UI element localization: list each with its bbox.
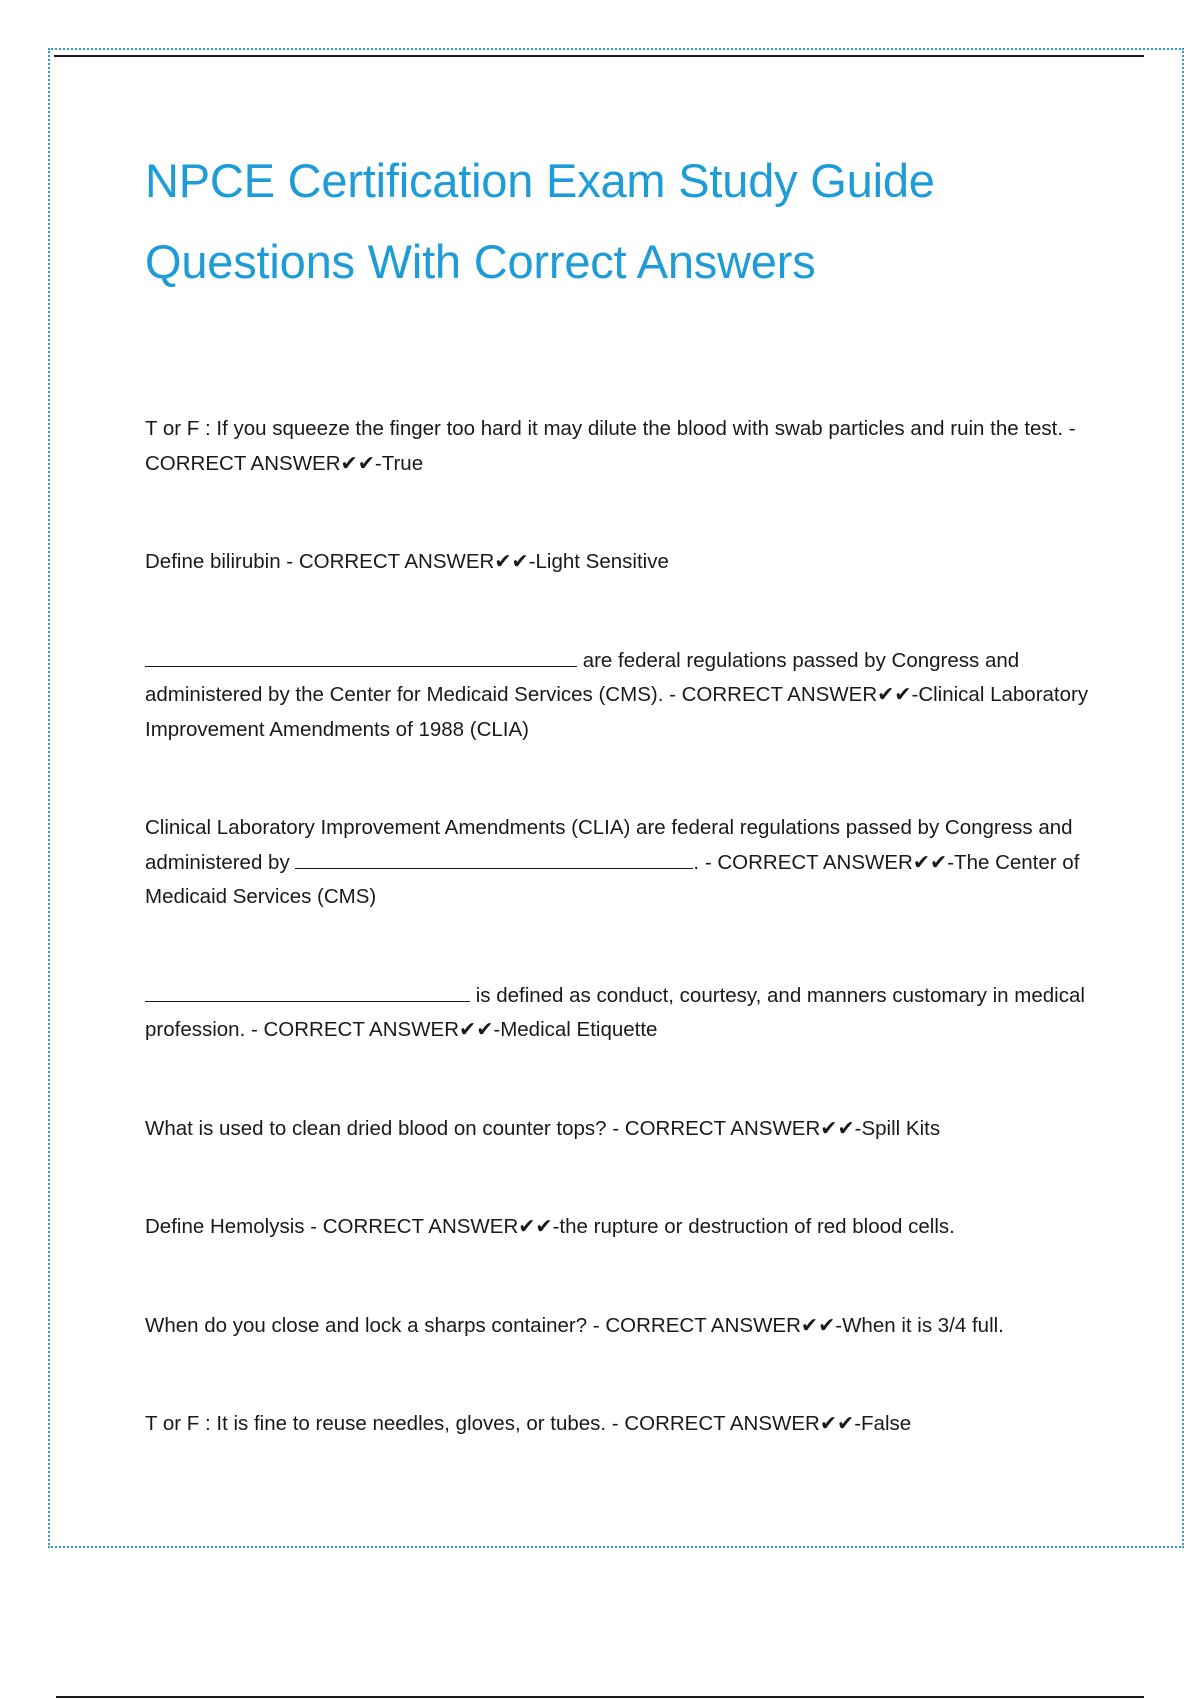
qa-item: T or F : If you squeeze the finger too hard it may dilute the blood with swab particles and ruin the test. - CORRECT ANSWER✔✔-True bbox=[145, 417, 1076, 475]
qa-list bbox=[145, 412, 1095, 1442]
qa-item: When do you close and lock a sharps container? - CORRECT ANSWER✔✔-When it is 3/4 full. bbox=[145, 1313, 1004, 1337]
qa-item: Define bilirubin - CORRECT ANSWER✔✔-Light Sensitive bbox=[145, 550, 669, 573]
qa-text: is defined as conduct, courtesy, and manners customary in medical profession. - CORRECT ANSWER✔✔-Medical Etiquette bbox=[145, 983, 1085, 1041]
qa-item bbox=[145, 644, 1095, 748]
header-rule bbox=[54, 55, 1144, 57]
qa-item: T or F : It is fine to reuse needles, gloves, or tubes. - CORRECT ANSWER✔✔-False bbox=[145, 1412, 912, 1435]
qa-item bbox=[145, 811, 1095, 915]
qa-item: What is used to clean dried blood on counter tops? - CORRECT ANSWER✔✔-Spill Kits bbox=[145, 1116, 941, 1140]
fill-in-blank bbox=[295, 848, 693, 869]
qa-text: are federal regulations passed by Congress and administered by the Center for Medicaid Services (CMS). - CORRECT ANSWER✔✔-Clinical Laboratory Improvement Amendments of 1988 (CLIA) bbox=[145, 648, 1089, 741]
title-line-2: Questions With Correct Answers bbox=[145, 235, 816, 288]
footer-rule bbox=[56, 1696, 1144, 1698]
fill-in-blank bbox=[145, 981, 470, 1002]
title-line-1: NPCE Certification Exam Study Guide bbox=[145, 154, 935, 207]
qa-text: . - CORRECT ANSWER✔✔-The Center of Medicaid Services (CMS) bbox=[145, 850, 1080, 908]
qa-text: Clinical Laboratory Improvement Amendments (CLIA) are federal regulations passed by Congress and administered by bbox=[145, 816, 1073, 874]
fill-in-blank bbox=[145, 646, 577, 667]
qa-item bbox=[145, 979, 1095, 1048]
document-title bbox=[145, 140, 1105, 302]
qa-item: Define Hemolysis - CORRECT ANSWER✔✔-the rupture or destruction of red blood cells. bbox=[145, 1215, 955, 1238]
